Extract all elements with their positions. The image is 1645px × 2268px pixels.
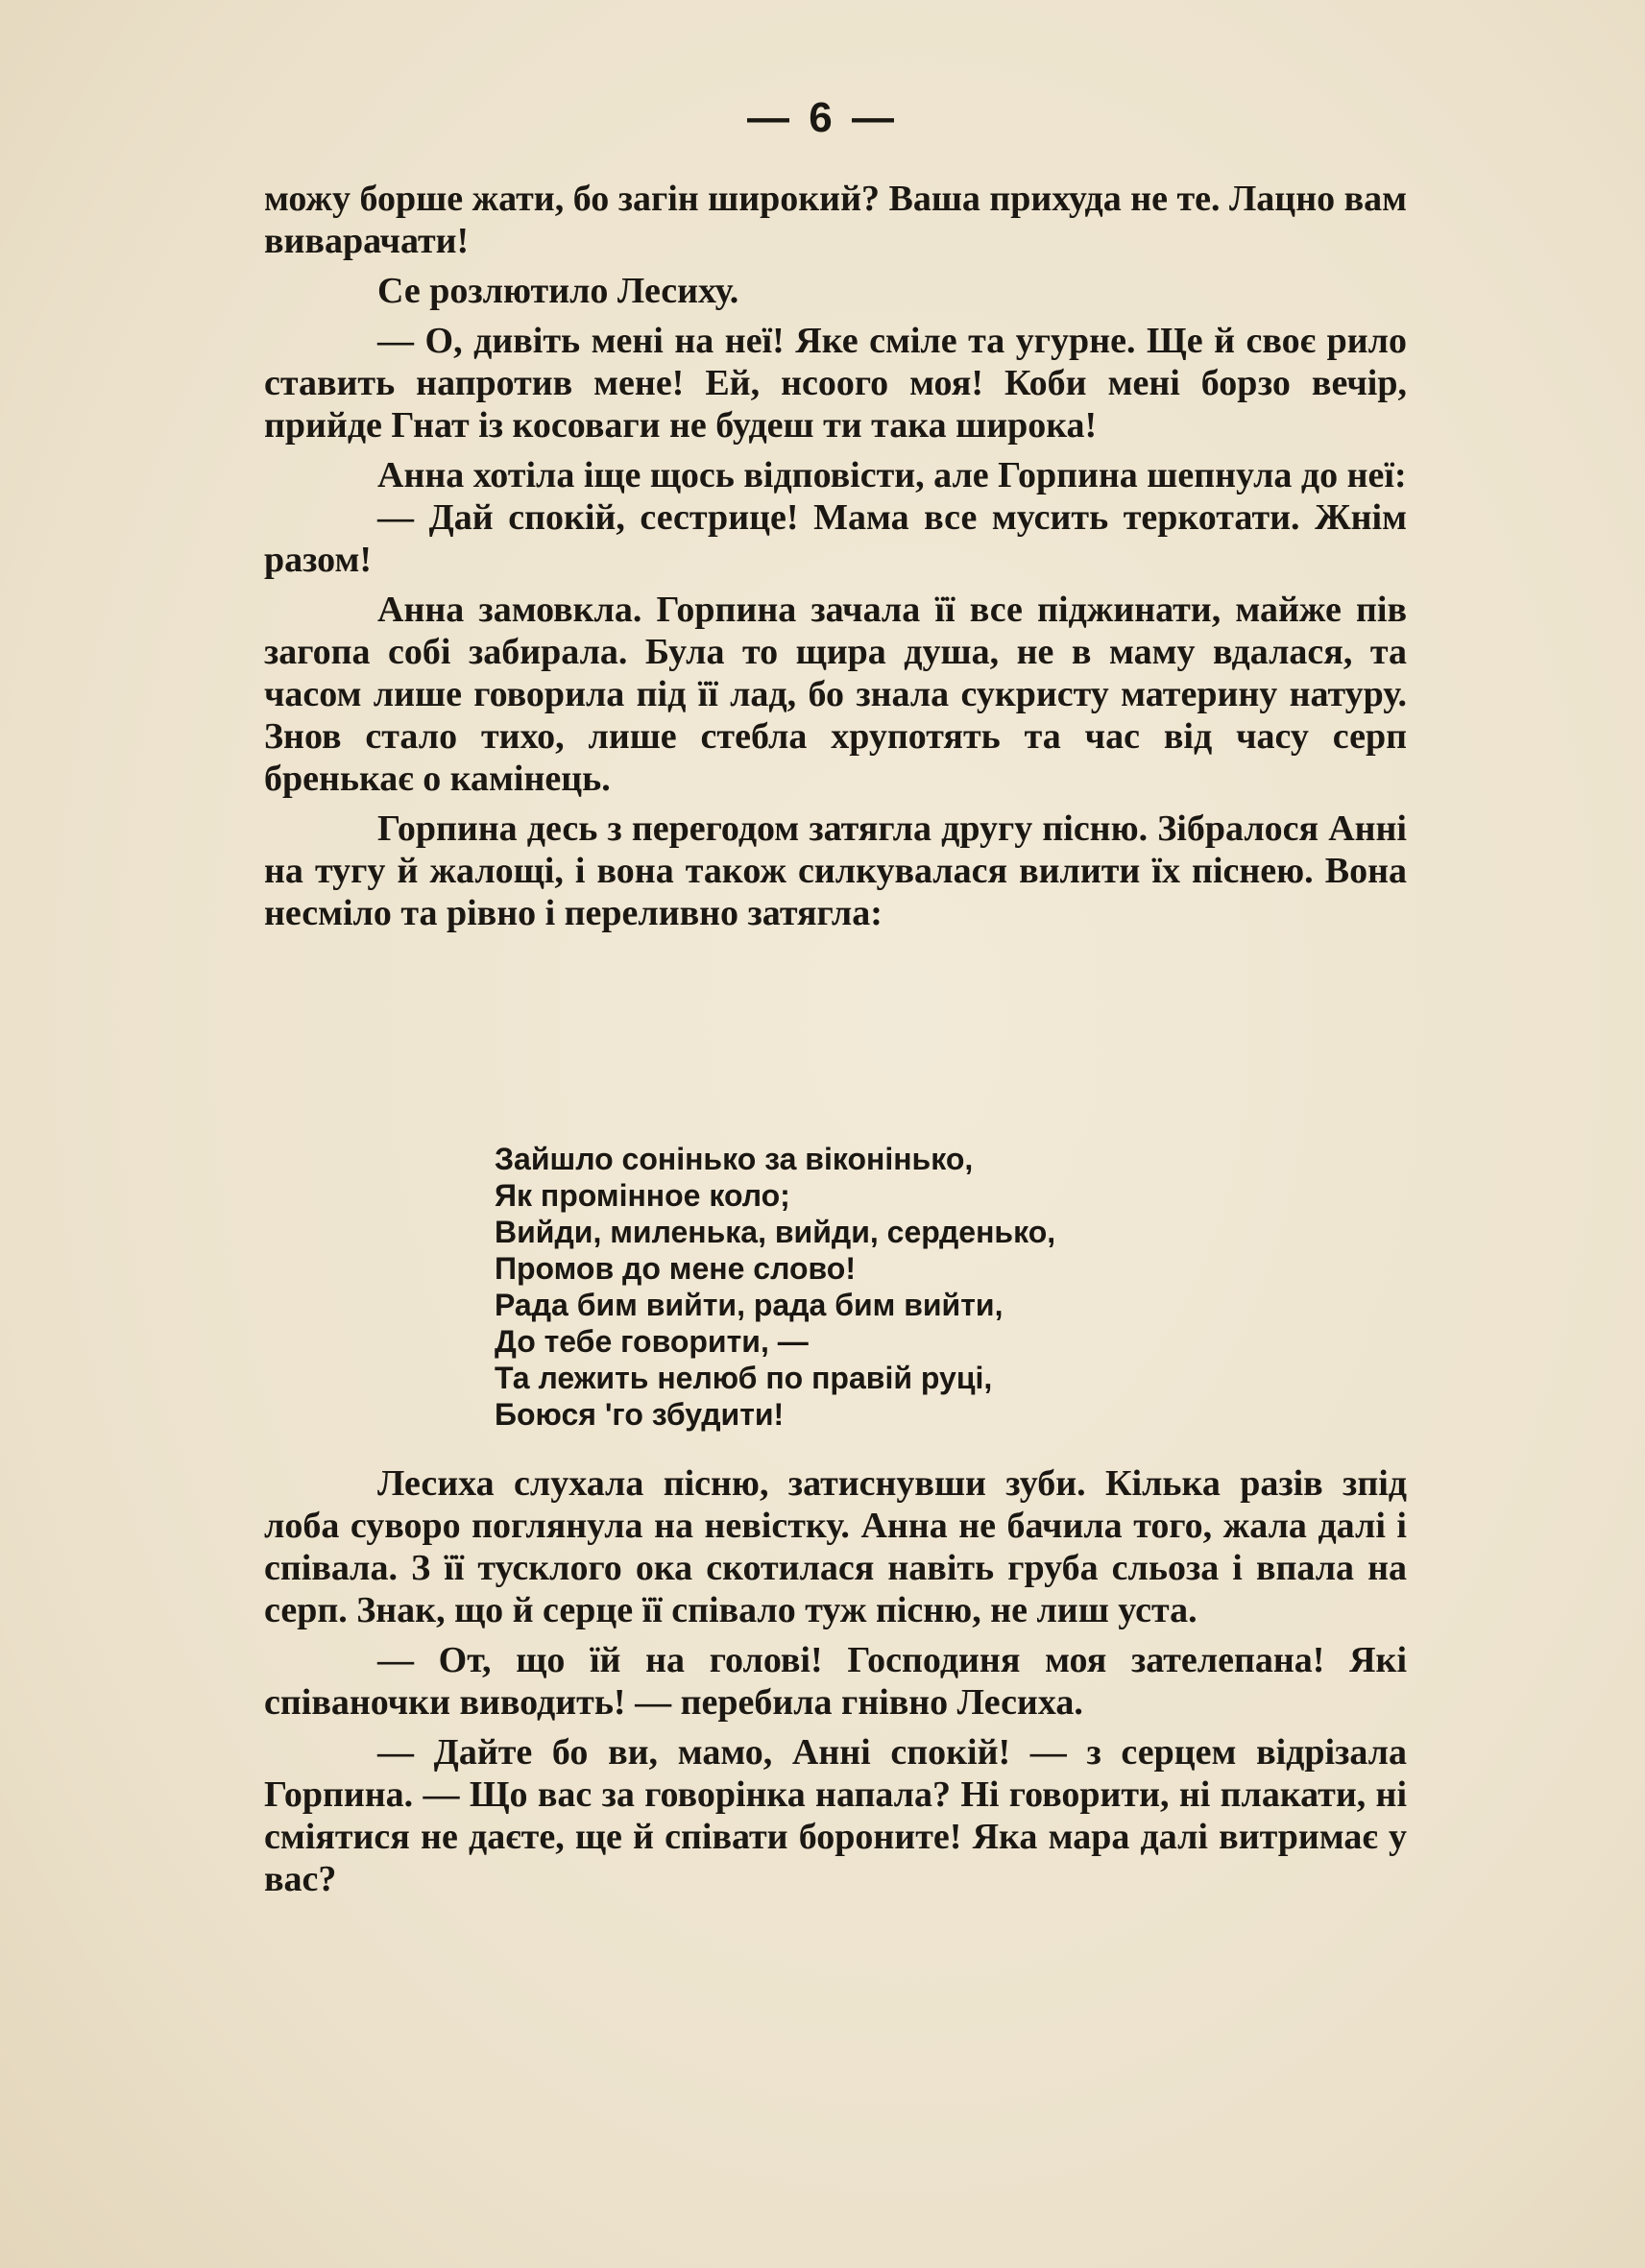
song-line: Вийди, миленька, вийди, серденько, <box>495 1215 1056 1249</box>
paragraph: — От, що їй на голові! Господиня моя зателепана! Які співаночки виводить! — перебила гнівно Лесиха. <box>264 1640 1407 1723</box>
song-line: До тебе говорити, — <box>495 1324 809 1359</box>
paragraph: Се розлютило Лесиху. <box>377 271 739 311</box>
song-line: Зайшло сонінько за віконінько, <box>495 1142 974 1176</box>
paragraph: Лесиха слухала пісню, затиснувши зуби. Кілька разів зпід лоба суворо поглянула на невістку. Анна не бачила того, жала далі і співала. З її тусклого ока скотилася навіть груба сльоза і впала на серп. Знак, що й серце її співало туж пісню, не лиш уста. <box>264 1463 1407 1630</box>
song-verse <box>495 1141 1055 1433</box>
song-line: Як промінное коло; <box>495 1178 790 1213</box>
song-line: Та лежить нелюб по правій руці, <box>495 1361 993 1395</box>
text-block-bottom <box>264 1462 1407 1900</box>
text-block-top <box>264 178 1407 934</box>
page-number: — 6 — <box>747 94 898 141</box>
paragraph: можу борше жати, бо загін широкий? Ваша прихуда не те. Лацно вам виварачати! <box>264 179 1408 261</box>
paragraph: — Дайте бо ви, мамо, Анні спокій! — з серцем відрізала Горпина. — Що вас за говорінка напала? Ні говорити, ні плакати, ні сміятися не даєте, ще й співати бороните! Яка мара далі витримає у вас? <box>264 1732 1407 1899</box>
song-line: Промов до мене слово! <box>495 1251 856 1286</box>
paragraph: Анна замовкла. Горпина зачала її все піджинати, майже пів загопа собі забирала. Була то щира душа, не в маму вдалася, та часом лише говорила під її лад, бо знала сукристу материну натуру. Знов стало тихо, лише стебла хрупотять та час від часу серп бренькає о камінець. <box>264 590 1407 799</box>
song-line: Боюся 'го збудити! <box>495 1397 785 1432</box>
song-line: Рада бим вийти, рада бим вийти, <box>495 1288 1004 1322</box>
paragraph: — Дай спокій, сестрице! Мама все мусить теркотати. Жнім разом! <box>264 497 1407 580</box>
paragraph: Горпина десь з перегодом затягла другу пісню. Зібралося Анні на тугу й жалощі, і вона також силкувалася вилити їх піснею. Вона несміло та рівно і переливно затягла: <box>264 808 1407 933</box>
paragraph: — О, дивіть мені на неї! Яке сміле та угурне. Ще й своє рило ставить напротив мене! Ей, нсоого моя! Коби мені борзо вечір, прийде Гнат із косоваги не будеш ти така широка! <box>264 321 1407 446</box>
paragraph: Анна хотіла іще щось відповісти, але Горпина шепнула до неї: <box>377 455 1407 495</box>
